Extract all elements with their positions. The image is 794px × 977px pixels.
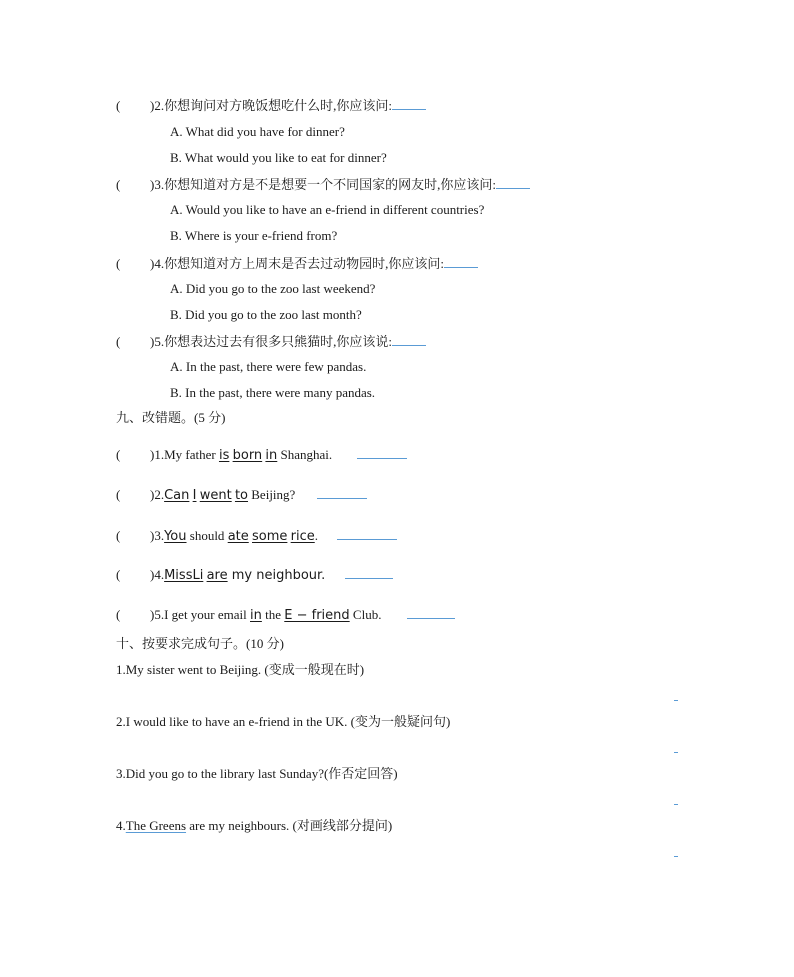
answer-paren[interactable]: ( bbox=[116, 256, 121, 271]
option-a: A. In the past, there were few pandas. bbox=[170, 359, 367, 374]
answer-blank[interactable] bbox=[317, 486, 367, 499]
answer-blank[interactable] bbox=[345, 566, 393, 579]
option-b: B. In the past, there were many pandas. bbox=[170, 385, 376, 400]
option-a: A. Would you like to have an e-friend in different countries? bbox=[170, 202, 485, 217]
underlined-phrase: The Greens bbox=[125, 818, 187, 833]
answer-paren[interactable]: ( bbox=[116, 528, 121, 543]
q8-5: ( )5.你想表达过去有很多只熊猫时,你应该说: bbox=[116, 333, 426, 350]
answer-paren[interactable]: ( bbox=[116, 98, 121, 113]
answer-blank[interactable] bbox=[357, 446, 407, 459]
underlined-word: some bbox=[252, 529, 288, 544]
q8-2: ( )2.你想询问对方晚饭想吃什么时,你应该问: bbox=[116, 97, 426, 114]
answer-paren[interactable]: ( bbox=[116, 177, 121, 192]
answer-paren[interactable]: ( bbox=[116, 567, 121, 582]
q8-3: ( )3.你想知道对方是不是想要一个不同国家的网友时,你应该问: bbox=[116, 176, 530, 193]
answer-blank[interactable] bbox=[337, 527, 397, 540]
answer-line[interactable] bbox=[674, 856, 678, 857]
q9-3: ( )3.You should ate some rice. bbox=[116, 527, 397, 545]
underlined-word: I bbox=[192, 488, 197, 503]
answer-paren[interactable]: ( bbox=[116, 487, 121, 502]
underlined-word: Can bbox=[164, 488, 190, 503]
sentence-task-3: 3.Did you go to the library last Sunday?(作否定回答) bbox=[116, 766, 398, 781]
question-prompt: 你想知道对方是不是想要一个不同国家的网友时,你应该问: bbox=[164, 177, 496, 192]
answer-paren[interactable]: ( bbox=[116, 607, 121, 622]
underlined-word: ate bbox=[227, 529, 249, 544]
q9-4: ( )4.MissLi are my neighbour. bbox=[116, 566, 393, 584]
answer-line[interactable] bbox=[674, 752, 678, 753]
q8-4: ( )4.你想知道对方上周末是否去过动物园时,你应该问: bbox=[116, 255, 478, 272]
answer-blank[interactable] bbox=[407, 606, 455, 619]
underlined-word: in bbox=[250, 608, 262, 623]
underlined-word: E − friend bbox=[284, 608, 350, 623]
question-prompt: 你想询问对方晚饭想吃什么时,你应该问: bbox=[164, 98, 392, 113]
underlined-word: You bbox=[164, 529, 187, 544]
underlined-word: MissLi bbox=[164, 568, 204, 583]
q9-1: ( )1.My father is born in Shanghai. bbox=[116, 446, 407, 464]
question-prompt: 你想表达过去有很多只熊猫时,你应该说: bbox=[164, 334, 392, 349]
option-b: B. What would you like to eat for dinner? bbox=[170, 150, 387, 165]
sentence-task-4: 4.The Greens are my neighbours. (对画线部分提问) bbox=[116, 818, 393, 833]
option-a: A. Did you go to the zoo last weekend? bbox=[170, 281, 376, 296]
answer-blank[interactable] bbox=[392, 333, 426, 346]
question-prompt: 你想知道对方上周末是否去过动物园时,你应该问: bbox=[164, 256, 444, 271]
underlined-word: in bbox=[265, 448, 278, 463]
underlined-word: are bbox=[206, 568, 228, 583]
underlined-word: rice bbox=[290, 529, 315, 544]
underlined-word: is bbox=[218, 448, 230, 463]
answer-blank[interactable] bbox=[444, 255, 478, 268]
underlined-word: born bbox=[232, 448, 263, 463]
answer-paren[interactable]: ( bbox=[116, 334, 121, 349]
underlined-word: to bbox=[234, 488, 249, 503]
section-title: 十、按要求完成句子。(10 分) bbox=[116, 636, 284, 651]
option-a: A. What did you have for dinner? bbox=[170, 124, 345, 139]
option-b: B. Where is your e-friend from? bbox=[170, 228, 338, 243]
option-b: B. Did you go to the zoo last month? bbox=[170, 307, 362, 322]
q9-2: ( )2.Can I went to Beijing? bbox=[116, 486, 367, 504]
answer-paren[interactable]: ( bbox=[116, 447, 121, 462]
section-title: 九、改错题。(5 分) bbox=[116, 410, 226, 425]
answer-line[interactable] bbox=[674, 804, 678, 805]
answer-line[interactable] bbox=[674, 700, 678, 701]
underlined-word: went bbox=[199, 488, 232, 503]
sentence-task-1: 1.My sister went to Beijing. (变成一般现在时) bbox=[116, 662, 365, 677]
sentence-task-2: 2.I would like to have an e-friend in the UK. (变为一般疑问句) bbox=[116, 714, 451, 729]
answer-blank[interactable] bbox=[496, 176, 530, 189]
q9-5: ( )5.I get your email in the E − friend Club. bbox=[116, 606, 455, 624]
answer-blank[interactable] bbox=[392, 97, 426, 110]
